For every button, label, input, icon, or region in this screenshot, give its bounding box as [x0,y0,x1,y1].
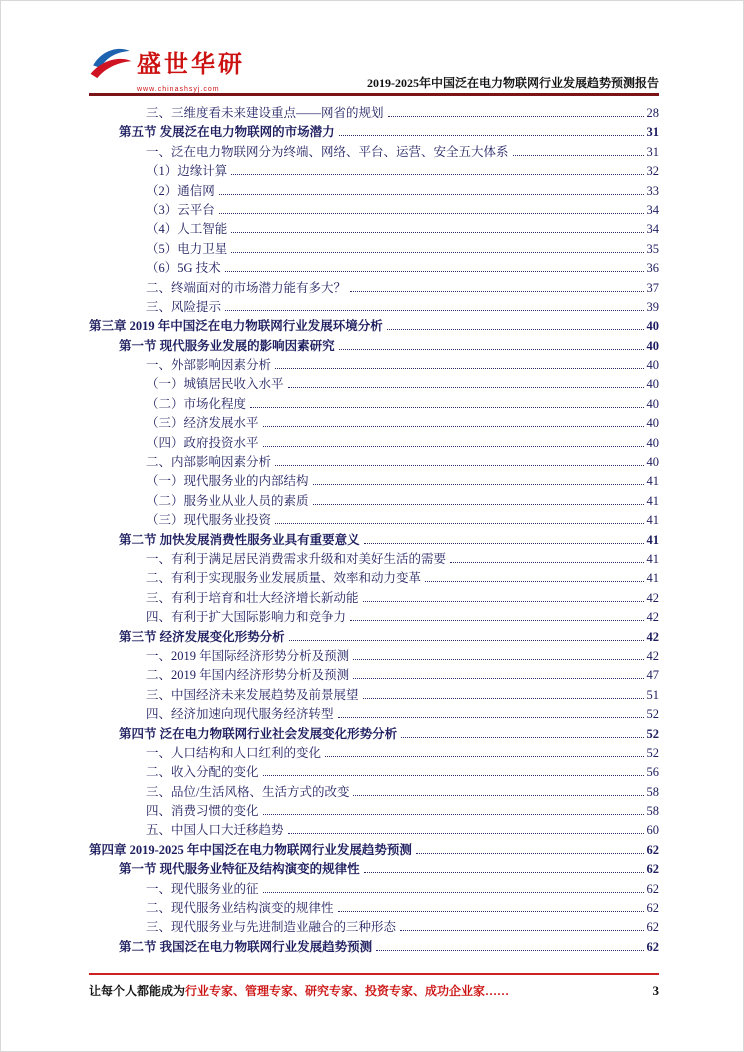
toc-entry-page: 40 [646,396,659,411]
toc-entry[interactable] [89,219,659,238]
toc-entry[interactable] [89,879,659,898]
toc-entry[interactable] [89,394,659,413]
dot-leader [288,387,644,388]
toc-entry-title: （5）电力卫星 [146,241,228,256]
dot-leader [450,562,643,563]
dot-leader [231,252,643,253]
toc-entry-title: 三、品位/生活风格、生活方式的改变 [146,784,350,799]
toc-entry[interactable] [89,530,659,549]
toc-entry-title: （4）人工智能 [146,222,228,237]
dot-leader [363,601,644,602]
toc-entry[interactable] [89,161,659,180]
toc-entry[interactable] [89,917,659,936]
dot-leader [231,232,643,233]
toc-entry-page: 52 [646,707,659,722]
toc-entry-page: 62 [646,881,659,896]
toc-entry-page: 32 [646,164,659,179]
toc-entry-page: 41 [646,493,659,508]
toc-entry-page: 40 [646,377,659,392]
toc-entry[interactable] [89,491,659,510]
toc-entry[interactable] [89,607,659,626]
toc-entry-page: 62 [646,842,659,857]
dot-leader [364,543,644,544]
logo-name: 盛世华研 [137,51,245,78]
dot-leader [387,329,644,330]
toc-entry-page: 41 [646,513,659,528]
dot-leader [275,523,643,524]
toc-entry-title: 第四节 泛在电力物联网行业社会发展变化形势分析 [119,726,398,741]
toc-entry-page: 31 [646,125,659,140]
toc-entry-title: 二、收入分配的变化 [146,765,259,780]
dot-leader [350,620,643,621]
toc-entry-page: 41 [646,532,659,547]
toc-entry-page: 62 [646,901,659,916]
toc-entry-title: 第三章 2019 年中国泛在电力物联网行业发展环境分析 [89,319,383,334]
toc-entry-page: 40 [646,455,659,470]
dot-leader [313,504,644,505]
dot-leader [231,174,643,175]
dot-leader [350,291,643,292]
dot-leader [401,737,643,738]
dot-leader [263,446,644,447]
toc-entry[interactable] [89,142,659,161]
toc-entry-title: 第二节 加快发展消费性服务业具有重要意义 [119,532,360,547]
toc-entry-page: 56 [646,765,659,780]
dot-leader [513,155,644,156]
toc-entry[interactable] [89,743,659,762]
toc-entry[interactable] [89,278,659,297]
toc-entry[interactable] [89,316,659,335]
toc-entry-page: 41 [646,474,659,489]
toc-entry-page: 34 [646,202,659,217]
toc-entry-page: 52 [646,745,659,760]
toc-entry-page: 40 [646,435,659,450]
toc-entry[interactable] [89,549,659,568]
toc-entry-title: 二、有利于实现服务业发展质量、效率和动力变革 [146,571,422,586]
toc [89,96,659,956]
toc-entry-page: 58 [646,804,659,819]
toc-entry[interactable] [89,937,659,956]
toc-entry-page: 42 [646,648,659,663]
toc-entry[interactable] [89,122,659,141]
toc-entry-title: （二）市场化程度 [146,396,247,411]
toc-entry-title: 一、外部影响因素分析 [146,358,272,373]
dot-leader [364,872,644,873]
toc-entry-title: 四、有利于扩大国际影响力和竞争力 [146,610,347,625]
toc-entry-title: （二）服务业从业人员的素质 [146,493,309,508]
dot-leader [338,717,644,718]
toc-entry[interactable] [89,685,659,704]
toc-entry[interactable] [89,568,659,587]
dot-leader [263,775,644,776]
dot-leader [263,892,644,893]
dot-leader [353,795,643,796]
dot-leader [388,116,644,117]
footer-page-number: 3 [652,983,659,998]
toc-entry-title: 五、中国人口大迁移趋势 [146,823,284,838]
toc-entry-title: （三）经济发展水平 [146,416,259,431]
toc-entry[interactable] [89,724,659,743]
toc-entry-title: 一、2019 年国际经济形势分析及预测 [146,648,350,663]
footer-highlight: 行业专家、管理专家、研究专家、投资专家、成功企业家…… [185,984,510,998]
toc-entry-title: 第四章 2019-2025 年中国泛在电力物联网行业发展趋势预测 [89,842,412,857]
toc-entry[interactable] [89,801,659,820]
toc-entry-title: 二、内部影响因素分析 [146,455,272,470]
toc-entry[interactable] [89,200,659,219]
toc-entry[interactable] [89,258,659,277]
toc-entry-page: 42 [646,629,659,644]
toc-entry-title: 三、现代服务业与先进制造业融合的三种形态 [146,920,397,935]
toc-entry-page: 40 [646,358,659,373]
toc-entry-page: 60 [646,823,659,838]
dot-leader [219,213,644,214]
toc-entry-page: 47 [646,668,659,683]
toc-entry-title: 三、三维度看未来建设重点——网省的规划 [146,106,384,120]
toc-entry-page: 33 [646,183,659,198]
toc-entry-title: 二、终端面对的市场潜力能有多大？ [146,280,347,295]
dot-leader [263,814,644,815]
dot-leader [263,426,644,427]
toc-entry-title: 一、泛在电力物联网分为终端、网络、平台、运营、安全五大体系 [146,144,509,159]
toc-entry-title: 四、经济加速向现代服务经济转型 [146,707,334,722]
toc-entry[interactable] [89,820,659,839]
toc-entry-page: 42 [646,610,659,625]
toc-entry-title: 一、现代服务业的征 [146,881,259,896]
toc-entry-title: （三）现代服务业投资 [146,513,272,528]
toc-entry-page: 31 [646,144,659,159]
toc-entry[interactable] [89,239,659,258]
toc-entry-title: 三、有利于培育和壮大经济增长新动能 [146,590,359,605]
toc-entry-title: （四）政府投资水平 [146,435,259,450]
toc-entry-title: （一）城镇居民收入水平 [146,377,284,392]
toc-entry-page: 36 [646,261,659,276]
toc-entry-page: 52 [646,726,659,741]
toc-entry[interactable] [89,471,659,490]
toc-entry-page: 40 [646,416,659,431]
footer-prefix: 让每个人都能成为 [89,984,186,998]
toc-entry-title: 第五节 发展泛在电力物联网的市场潜力 [119,125,335,140]
toc-entry[interactable] [89,704,659,723]
toc-entry-page: 40 [646,338,659,353]
dot-leader [353,678,643,679]
dot-leader [425,581,643,582]
toc-entry-page: 62 [646,862,659,877]
dot-leader [275,368,643,369]
dot-leader [400,930,643,931]
toc-entry-title: 一、有利于满足居民消费需求升级和对美好生活的需要 [146,551,447,566]
toc-entry-title: 四、消费习惯的变化 [146,804,259,819]
logo-url: www.chinashsyj.com [137,86,220,93]
toc-entry-title: （一）现代服务业的内部结构 [146,474,309,489]
toc-entry-page: 42 [646,590,659,605]
toc-entry-page: 41 [646,551,659,566]
dot-leader [416,853,644,854]
toc-entry-page: 58 [646,784,659,799]
report-title: 2019-2025年中国泛在电力物联网行业发展趋势预测报告 [367,76,659,90]
toc-entry[interactable] [89,627,659,646]
dot-leader [250,407,643,408]
dot-leader [363,698,644,699]
toc-entry-title: 二、现代服务业结构演变的规律性 [146,901,334,916]
toc-entry[interactable] [89,433,659,452]
dot-leader [338,911,644,912]
toc-entry-title: 二、2019 年国内经济形势分析及预测 [146,668,350,683]
toc-entry-page: 41 [646,571,659,586]
toc-entry-page: 51 [646,687,659,702]
toc-entry[interactable] [89,181,659,200]
logo [89,45,245,93]
toc-entry-title: 第一节 现代服务业发展的影响因素研究 [119,338,335,353]
toc-entry-page: 62 [646,939,659,954]
dot-leader [275,465,643,466]
dot-leader [353,659,643,660]
toc-entry[interactable] [89,665,659,684]
dot-leader [288,833,644,834]
toc-entry[interactable] [89,646,659,665]
toc-entry[interactable] [89,413,659,432]
toc-entry-title: （3）云平台 [146,202,215,217]
page-footer [89,973,659,999]
dot-leader [339,135,644,136]
toc-entry-title: 第二节 我国泛在电力物联网行业发展趋势预测 [119,939,373,954]
toc-entry[interactable] [89,355,659,374]
toc-entry[interactable] [89,103,659,122]
toc-entry[interactable] [89,840,659,859]
toc-entry[interactable] [89,588,659,607]
page-header [89,1,659,93]
toc-entry[interactable] [89,297,659,316]
dot-leader [339,349,644,350]
toc-entry[interactable] [89,452,659,471]
toc-entry-title: 三、风险提示 [146,299,222,314]
toc-entry[interactable] [89,859,659,878]
dot-leader [289,640,644,641]
toc-entry-page: 37 [646,280,659,295]
toc-entry[interactable] [89,782,659,801]
toc-entry[interactable] [89,510,659,529]
dot-leader [325,756,643,757]
toc-entry-title: 第一节 现代服务业特征及结构演变的规律性 [119,862,360,877]
toc-entry-title: （1）边缘计算 [146,164,228,179]
dot-leader [376,950,643,951]
dot-leader [225,271,644,272]
toc-entry[interactable] [89,374,659,393]
toc-entry-title: 一、人口结构和人口红利的变化 [146,745,322,760]
dot-leader [313,484,644,485]
toc-entry-title: （2）通信网 [146,183,215,198]
toc-entry-page: 62 [646,920,659,935]
toc-entry[interactable] [89,336,659,355]
toc-entry-page: 39 [646,299,659,314]
logo-icon [89,45,133,84]
toc-entry-page: 28 [646,106,659,120]
toc-entry-title: （6）5G 技术 [146,261,221,276]
toc-entry-title: 三、中国经济未来发展趋势及前景展望 [146,687,359,702]
toc-entry-page: 35 [646,241,659,256]
dot-leader [219,194,644,195]
toc-entry[interactable] [89,898,659,917]
toc-entry-page: 34 [646,222,659,237]
dot-leader [225,310,643,311]
toc-entry-title: 第三节 经济发展变化形势分析 [119,629,285,644]
footer-text [89,982,509,999]
toc-entry-page: 40 [646,319,659,334]
toc-entry[interactable] [89,762,659,781]
